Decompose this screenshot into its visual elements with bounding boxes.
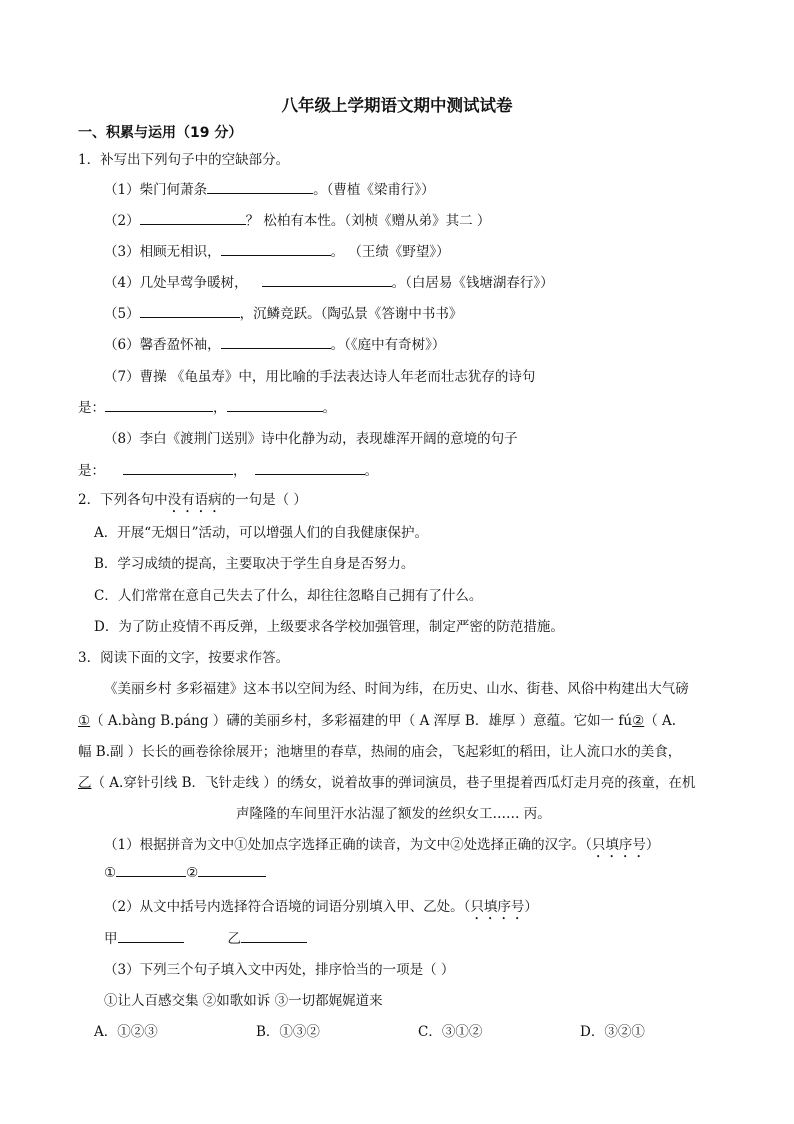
q1-line-6: （6）馨香盈怀袖， 。（《庭中有奇树》） xyxy=(104,337,446,353)
q1-line-4: （4）几处早莺争暖树， 。（白居易《钱塘湖春行》） xyxy=(104,275,554,291)
blank-field[interactable] xyxy=(118,930,184,943)
q3-sub-2-answer: 甲 乙 xyxy=(104,927,307,947)
blank-field[interactable] xyxy=(227,399,323,412)
q3-passage-line: 幅 B.副 ）长长的画卷徐徐展开；池塘里的春草，热闹的庙会，飞起彩虹的稻田，让人流口水的美食， xyxy=(78,744,682,760)
q3-sub-1: （1）根据拼音为文中①处加点字选择正确的读音，为文中②处选择正确的汉字。（只填序号） xyxy=(104,837,660,853)
q3-option-d[interactable]: D．③②① xyxy=(580,1024,645,1040)
q2-option-c[interactable]: C．人们常常在意自己失去了什么，却往往忽略自己拥有了什么。 xyxy=(94,588,483,604)
blank-field[interactable] xyxy=(207,181,313,194)
blank-field[interactable] xyxy=(123,462,233,475)
q3-passage-line: 声隆隆的车间里汗水沾湿了额发的丝织女工…… 丙。 xyxy=(236,806,551,822)
q3-sub-2: （2）从文中括号内选择符合语境的词语分别填入甲、乙处。（只填序号） xyxy=(104,899,538,915)
q3-sub-3: （3）下列三个句子填入文中丙处，排序恰当的一项是（ ） xyxy=(104,962,455,978)
q1-stem: 1．补写出下列句子中的空缺部分。 xyxy=(78,152,290,168)
blank-field[interactable] xyxy=(105,399,213,412)
q1-line-8-answer: 是： ， 。 xyxy=(78,463,378,479)
q1-line-1: （1）柴门何萧条 。（曹植《梁甫行》） xyxy=(104,182,435,198)
q1-line-5: （5） ，沉鳞竞跃。（陶弘景《答谢中书书》 xyxy=(104,306,463,322)
q2-stem: 2．下列各句中没有语病的一句是（ ） xyxy=(78,492,307,508)
q1-line-7-answer: 是： ， 。 xyxy=(78,400,336,416)
blank-field[interactable] xyxy=(255,462,365,475)
q2-option-a[interactable]: A．开展“无烟日”活动，可以增强人们的自我健康保护。 xyxy=(94,525,429,541)
blank-field[interactable] xyxy=(221,336,331,349)
blank-field[interactable] xyxy=(221,243,331,256)
q3-option-b[interactable]: B．①③② xyxy=(256,1024,320,1040)
q3-option-a[interactable]: A．①②③ xyxy=(94,1024,158,1040)
q3-passage-line: 《美丽乡村 多彩福建》这本书以空间为经、时间为纬，在历史、山水、街巷、风俗中构建出大气磅 xyxy=(104,681,689,697)
q3-passage-line: ①（ A.bàng B.páng ）礴的美丽乡村，多彩福建的甲（ A 浑厚 B．雄厚 ）意蕴。它如一 fú②（ A. xyxy=(78,713,677,729)
q1-line-7: （7）曹操 《龟虽寿》中，用比喻的手法表达诗人年老而壮志犹存的诗句 xyxy=(104,369,536,385)
blank-field[interactable] xyxy=(140,212,246,225)
q2-option-d[interactable]: D．为了防止疫情不再反弹，上级要求各学校加强管理，制定严密的防范措施。 xyxy=(94,619,564,635)
page-title: 八年级上学期语文期中测试试卷 xyxy=(281,96,513,115)
q1-line-8: （8）李白《渡荆门送别》诗中化静为动，表现雄浑开阔的意境的句子 xyxy=(104,431,518,447)
blank-field[interactable] xyxy=(198,864,266,877)
section-heading: 一、积累与运用（19 分） xyxy=(78,125,243,141)
blank-field[interactable] xyxy=(262,274,392,287)
q3-sub-3-sentences: ①让人百感交集 ②如歌如诉 ③一切都娓娓道来 xyxy=(104,993,383,1009)
blank-field[interactable] xyxy=(116,864,186,877)
q3-option-c[interactable]: C．③①② xyxy=(418,1024,483,1040)
q1-line-2: （2） ？ 松柏有本性。（刘桢《赠从弟》其二 ） xyxy=(104,213,491,229)
q3-stem: 3．阅读下面的文字，按要求作答。 xyxy=(78,650,290,666)
q2-option-b[interactable]: B．学习成绩的提高，主要取决于学生自身是否努力。 xyxy=(94,556,415,572)
blank-field[interactable] xyxy=(241,930,307,943)
blank-field[interactable] xyxy=(140,305,240,318)
q1-line-3: （3）相顾无相识， 。 （王绩《野望》） xyxy=(104,244,450,260)
q3-sub-1-answer: ① ② xyxy=(104,864,266,881)
q3-passage-line: 乙（ A.穿针引线 B．飞针走线 ）的绣女，说着故事的弹词演员，巷子里提着西瓜灯走月亮的孩童，在机 xyxy=(78,775,696,791)
